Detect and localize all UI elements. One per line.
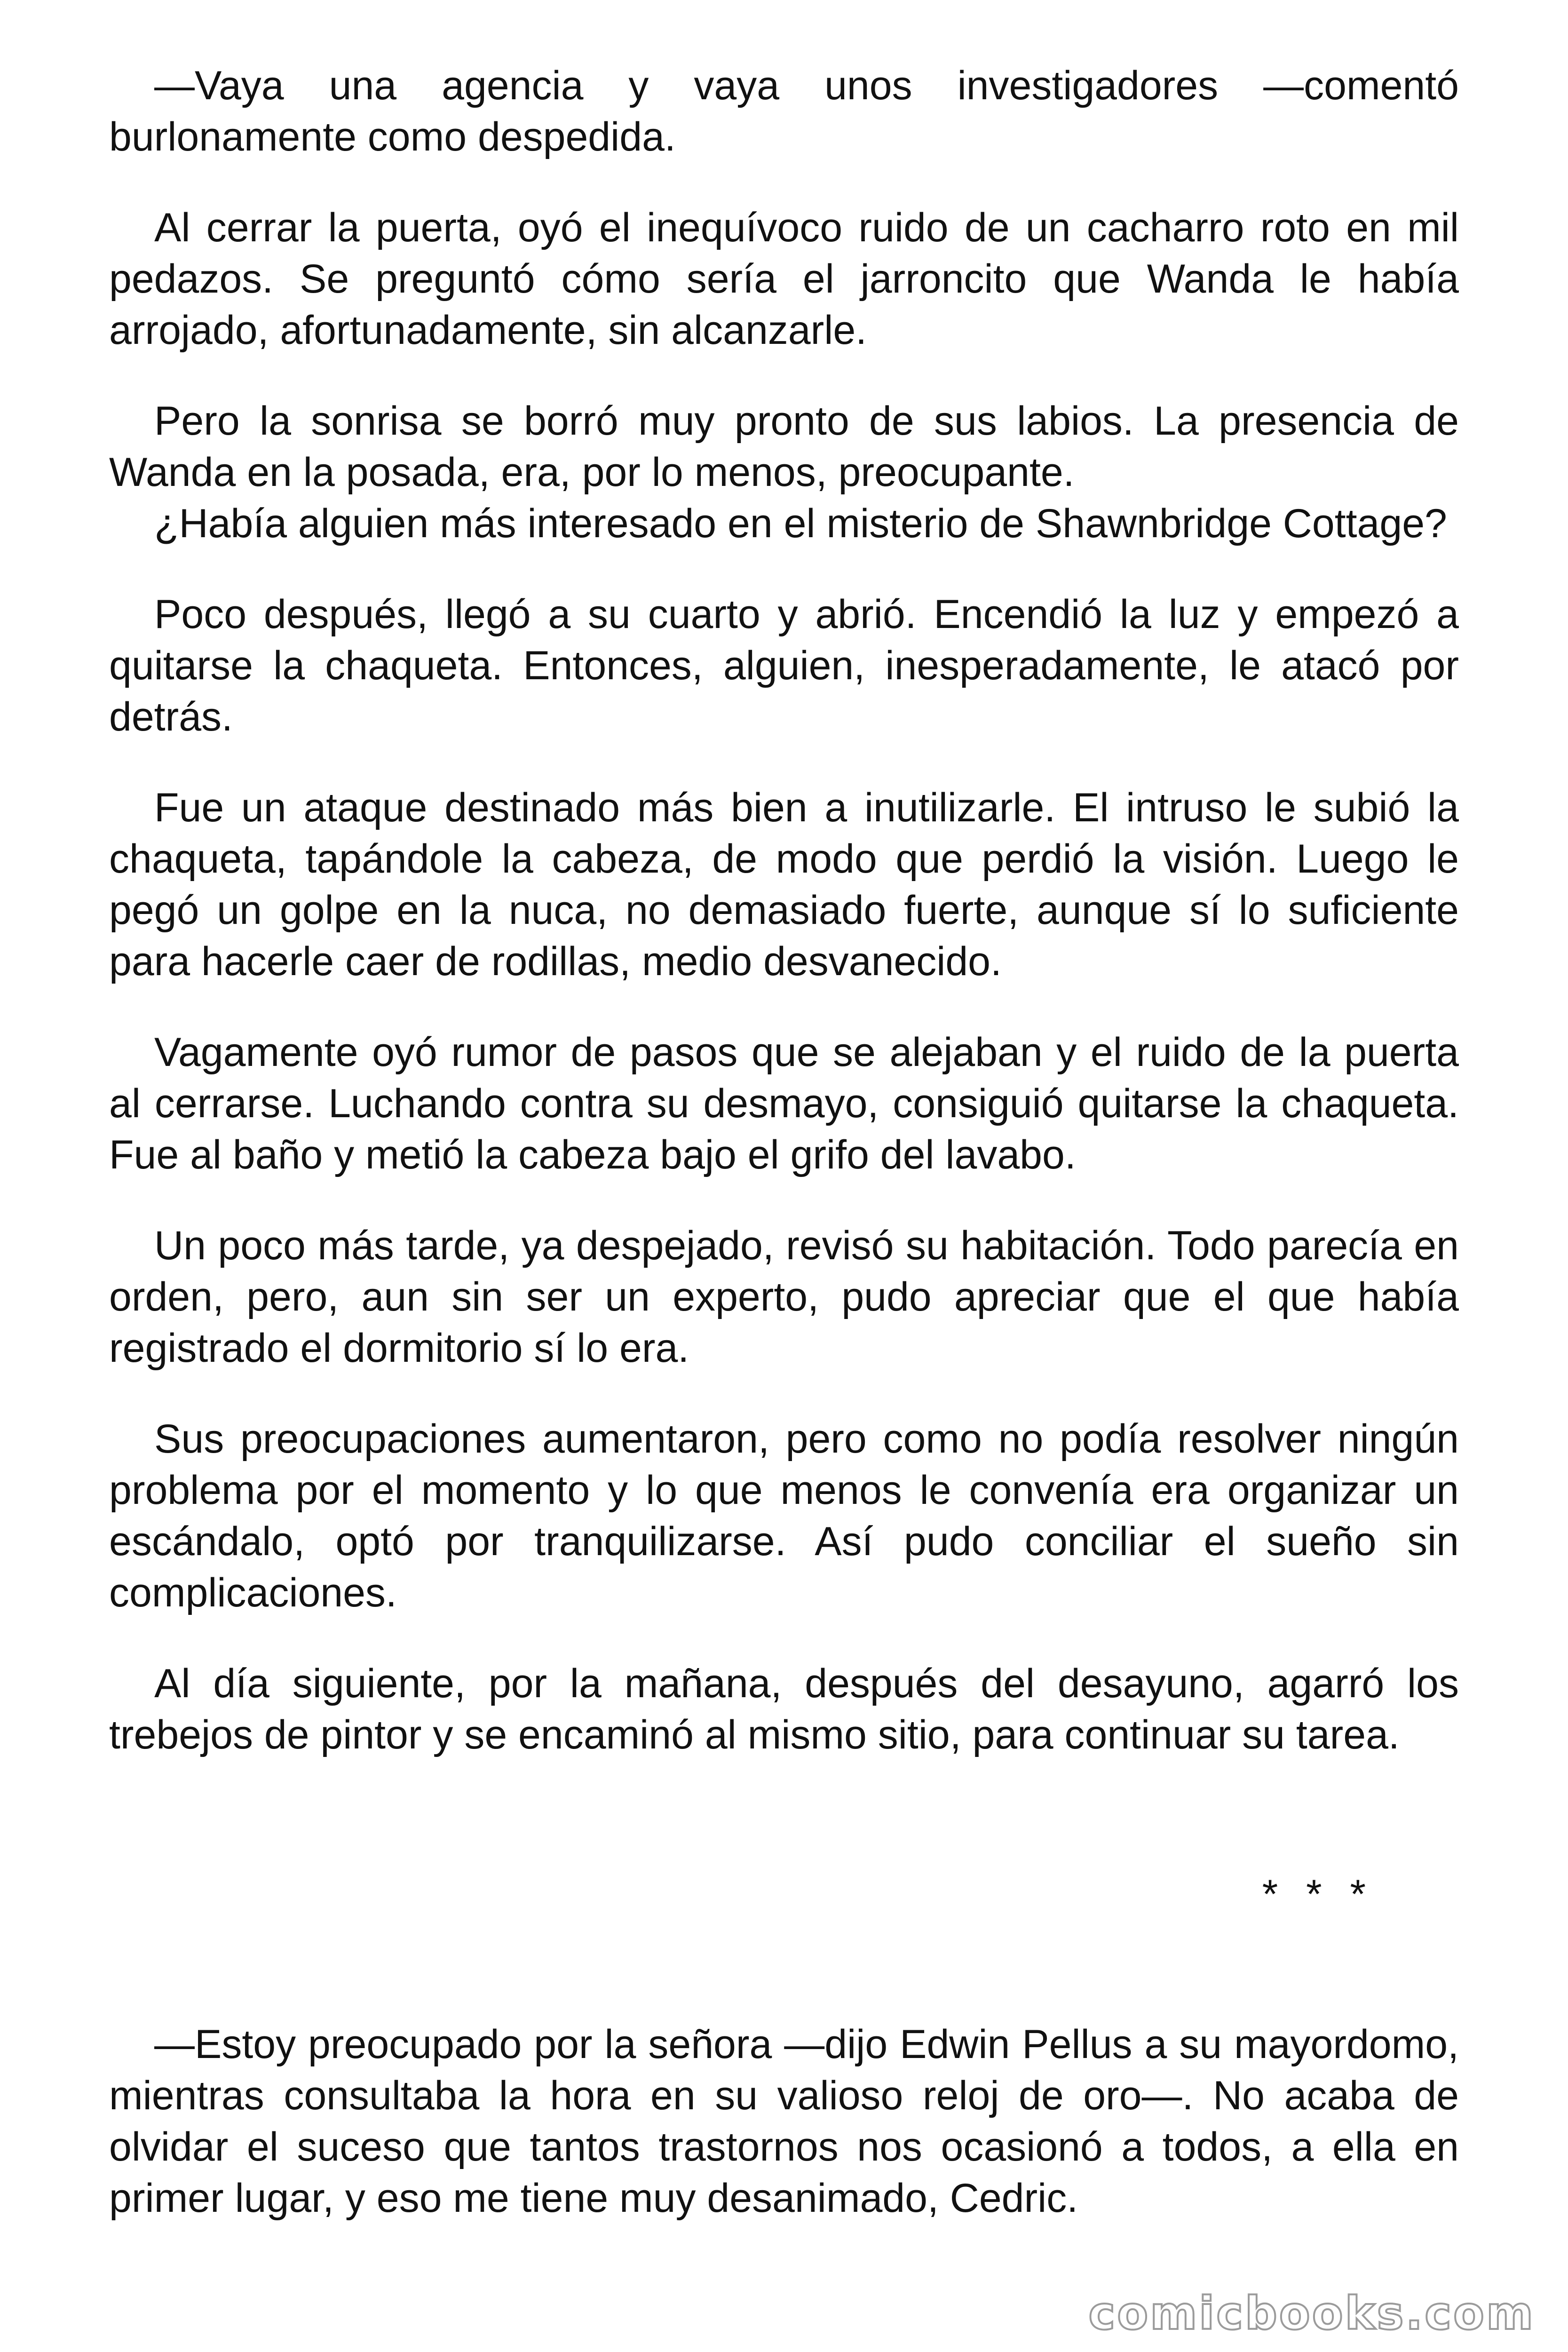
paragraph: —Vaya una agencia y vaya unos investigadores —comentó burlonamente como despedida.: [109, 63, 1459, 159]
paragraph: Un poco más tarde, ya despejado, revisó su habitación. Todo parecía en orden, pero, aun sin ser un experto, pudo apreciar que el que había registrado el dormitorio sí lo era.: [109, 1223, 1459, 1371]
paragraph: Sus preocupaciones aumentaron, pero como no podía resolver ningún problema por el momento y lo que menos le convenía era organizar un escándalo, optó por tranquilizarse. Así pudo conciliar el sueño sin complicaciones.: [109, 1416, 1459, 1615]
paragraph: Poco después, llegó a su cuarto y abrió. Encendió la luz y empezó a quitarse la chaqueta. Entonces, alguien, inesperadamente, le atacó por detrás.: [109, 592, 1459, 739]
paragraph: —Estoy preocupado por la señora —dijo Edwin Pellus a su mayordomo, mientras consultaba la hora en su valioso reloj de oro—. No acaba de olvidar el suceso que tantos trastornos nos ocasionó a todos, a ella en primer lugar, y eso me tiene muy desanimado, Cedric.: [109, 2022, 1459, 2221]
section-separator: * * *: [1262, 1872, 1374, 1917]
paragraph: Al día siguiente, por la mañana, después del desayuno, agarró los trebejos de pintor y se encaminó al mismo sitio, para continuar su tarea.: [109, 1661, 1459, 1757]
book-page: [109, 60, 1459, 2264]
paragraph: ¿Había alguien más interesado en el misterio de Shawnbridge Cottage?: [154, 501, 1447, 546]
paragraph: Fue un ataque destinado más bien a inutilizarle. El intruso le subió la chaqueta, tapándole la cabeza, de modo que perdió la visión. Luego le pegó un golpe en la nuca, no demasiado fuerte, aunque sí lo suficiente para hacerle caer de rodillas, medio desvanecido.: [109, 785, 1459, 984]
paragraph: Al cerrar la puerta, oyó el inequívoco ruido de un cacharro roto en mil pedazos. Se preguntó cómo sería el jarroncito que Wanda le había arrojado, afortunadamente, sin alcanzarle.: [109, 205, 1459, 353]
watermark-logo: comicbooks.com: [1088, 2287, 1535, 2340]
paragraph: Vagamente oyó rumor de pasos que se alejaban y el ruido de la puerta al cerrarse. Luchando contra su desmayo, consiguió quitarse la chaqueta. Fue al baño y metió la cabeza bajo el grifo del lavabo.: [109, 1030, 1459, 1177]
paragraph: Pero la sonrisa se borró muy pronto de sus labios. La presencia de Wanda en la posada, era, por lo menos, preocupante.: [109, 398, 1459, 495]
